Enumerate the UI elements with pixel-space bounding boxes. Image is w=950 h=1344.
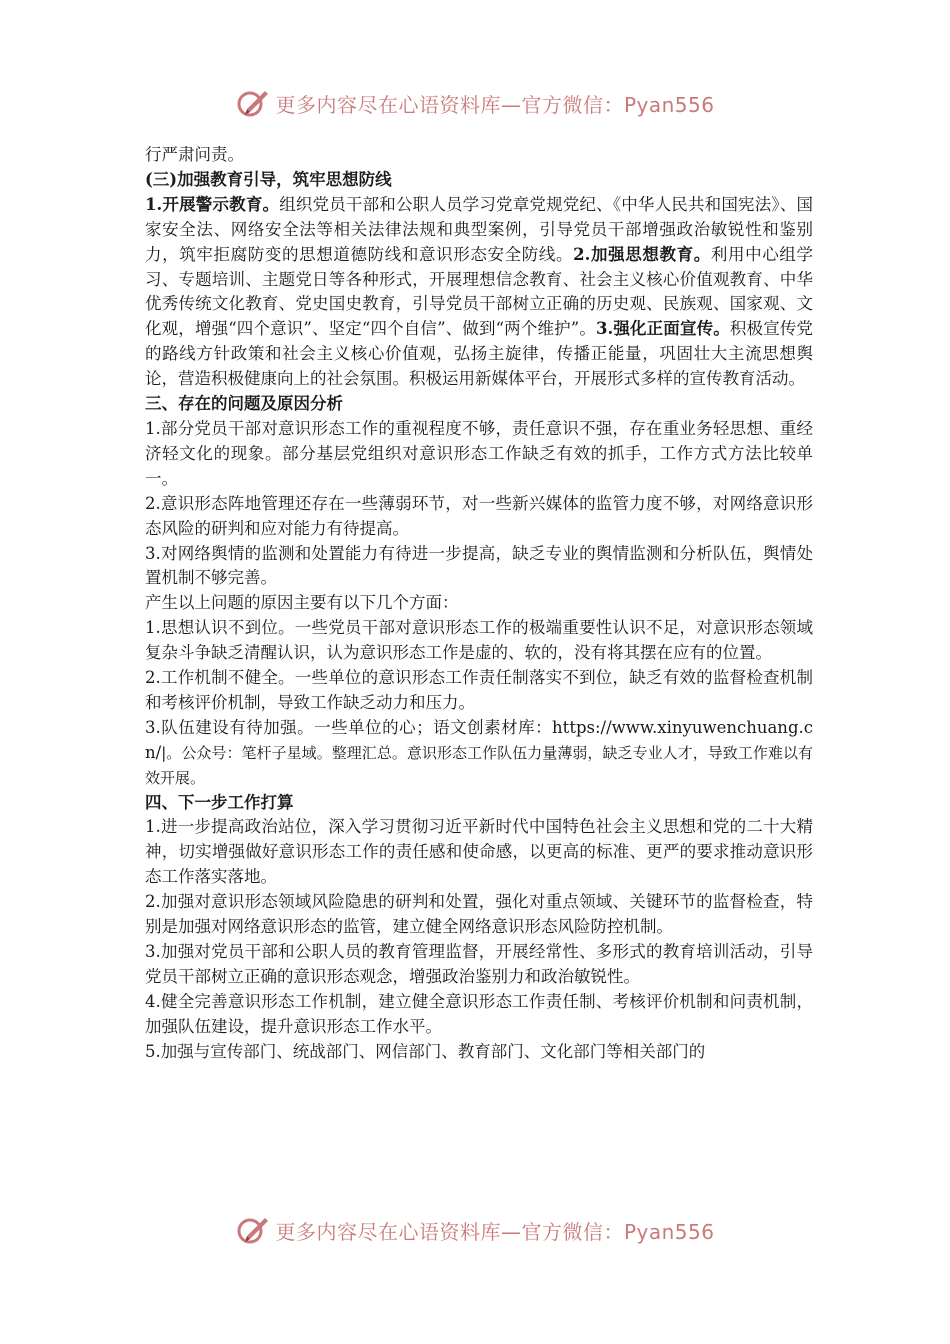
paragraph: 1.部分党员干部对意识形态工作的重视程度不够，责任意识不强，存在重业务轻思想、重经济轻文化的现象。部分基层党组织对意识形态工作缺乏有效的抓手，工作方式方法比较单一。: [145, 418, 813, 488]
paragraph: 4.健全完善意识形态工作机制，建立健全意识形态工作责任制、考核评价机制和问责机制，加强队伍建设，提升意识形态工作水平。: [145, 991, 813, 1036]
item-lead: 3.强化正面宣传。: [596, 319, 730, 339]
pen-logo-icon: [235, 1212, 271, 1248]
paragraph: 3.加强对党员干部和公职人员的教育管理监督，开展经常性、多形式的教育培训活动，引导党员干部树立正确的意识形态观念，增强政治鉴别力和政治敏锐性。: [145, 942, 813, 986]
item-text: 组织党员干部和公职人员学习党章党规党纪、《中华人民共和国宪法》、国家安全法、网络安全法等相关法律法规和典型案例，引导党员干部增强政治敏锐性和鉴别力，筑牢拒腐防变的思想道德防线和意识形态安全防线。: [145, 194, 813, 264]
item-text: 积极宣传党的路线方针政策和社会主义核心价值观，弘扬主旋律，传播正能量，巩固壮大主流思想舆论，营造积极健康向上的社会氛围。积极运用新媒体平台，开展形式多样的宣传教育活动。: [145, 319, 813, 389]
paragraph: 2.意识形态阵地管理还存在一些薄弱环节，对一些新兴媒体的监管力度不够，对网络意识形态风险的研判和应对能力有待提高。: [145, 493, 813, 538]
item-lead: 1.开展警示教育。: [145, 194, 280, 214]
watermark-banner-bottom: [0, 1210, 950, 1250]
section-heading: (三)加强教育引导，筑牢思想防线: [145, 169, 392, 189]
pen-logo-icon: [235, 85, 271, 121]
watermark-text: 更多内容尽在心语资料库—官方微信：Pyan556: [275, 1219, 715, 1244]
paragraph: 5.加强与宣传部门、统战部门、网信部门、教育部门、文化部门等相关部门的: [145, 1041, 706, 1061]
part-heading: 三、存在的问题及原因分析: [145, 394, 343, 414]
paragraph: 1.进一步提高政治站位，深入学习贯彻习近平新时代中国特色社会主义思想和党的二十大精神，切实增强做好意识形态工作的责任感和使命感，以更高的标准、更严的要求推动意识形态工作落实落地。: [145, 817, 813, 887]
item-text: 利用中心组学习、专题培训、主题党日等各种形式，开展理想信念教育、社会主义核心价值观教育、中华优秀传统文化教育、党史国史教育，引导党员干部树立正确的历史观、民族观、国家观、文化观，增强“四个意识”、坚定“四个自信”、做到“两个维护”。: [145, 244, 814, 339]
paragraph: 1.思想认识不到位。一些党员干部对意识形态工作的极端重要性认识不足，对意识形态领域复杂斗争缺乏清醒认识，认为意识形态工作是虚的、软的，没有将其摆在应有的位置。: [145, 618, 813, 663]
paragraph: 2.工作机制不健全。一些单位的意识形态工作责任制落实不到位，缺乏有效的监督检查机制和考核评价机制，导致工作缺乏动力和压力。: [145, 668, 813, 712]
watermark-text: 更多内容尽在心语资料库—官方微信：Pyan556: [275, 92, 715, 117]
watermark-banner-top: [0, 83, 950, 123]
part-heading: 四、下一步工作打算: [145, 792, 294, 812]
paragraph-text: 3.队伍建设有待加强。一些单位的心；语文创素材库：https://www.xinyuwenchuang.cn/: [145, 717, 813, 762]
paragraph: 2.加强对意识形态领域风险隐患的研判和处置，强化对重点领域、关键环节的监督检查，特别是加强对网络意识形态的监管，建立健全网络意识形态风险防控机制。: [145, 892, 813, 937]
paragraph: 3.对网络舆情的监测和处置能力有待进一步提高，缺乏专业的舆情监测和分析队伍，舆情处置机制不够完善。: [145, 543, 813, 588]
paragraph: [145, 716, 813, 791]
paragraph: [145, 193, 813, 392]
document-body: [145, 143, 813, 1065]
item-lead: 2.加强思想教育。: [573, 244, 711, 264]
paragraph: 产生以上问题的原因主要有以下几个方面：: [145, 593, 459, 613]
paragraph-text: |。公众号：笔杆子星域。整理汇总。意识形态工作队伍力量薄弱，缺乏专业人才，导致工作难以有效开展。: [145, 743, 813, 787]
paragraph: 行严肃问责。: [145, 145, 244, 164]
